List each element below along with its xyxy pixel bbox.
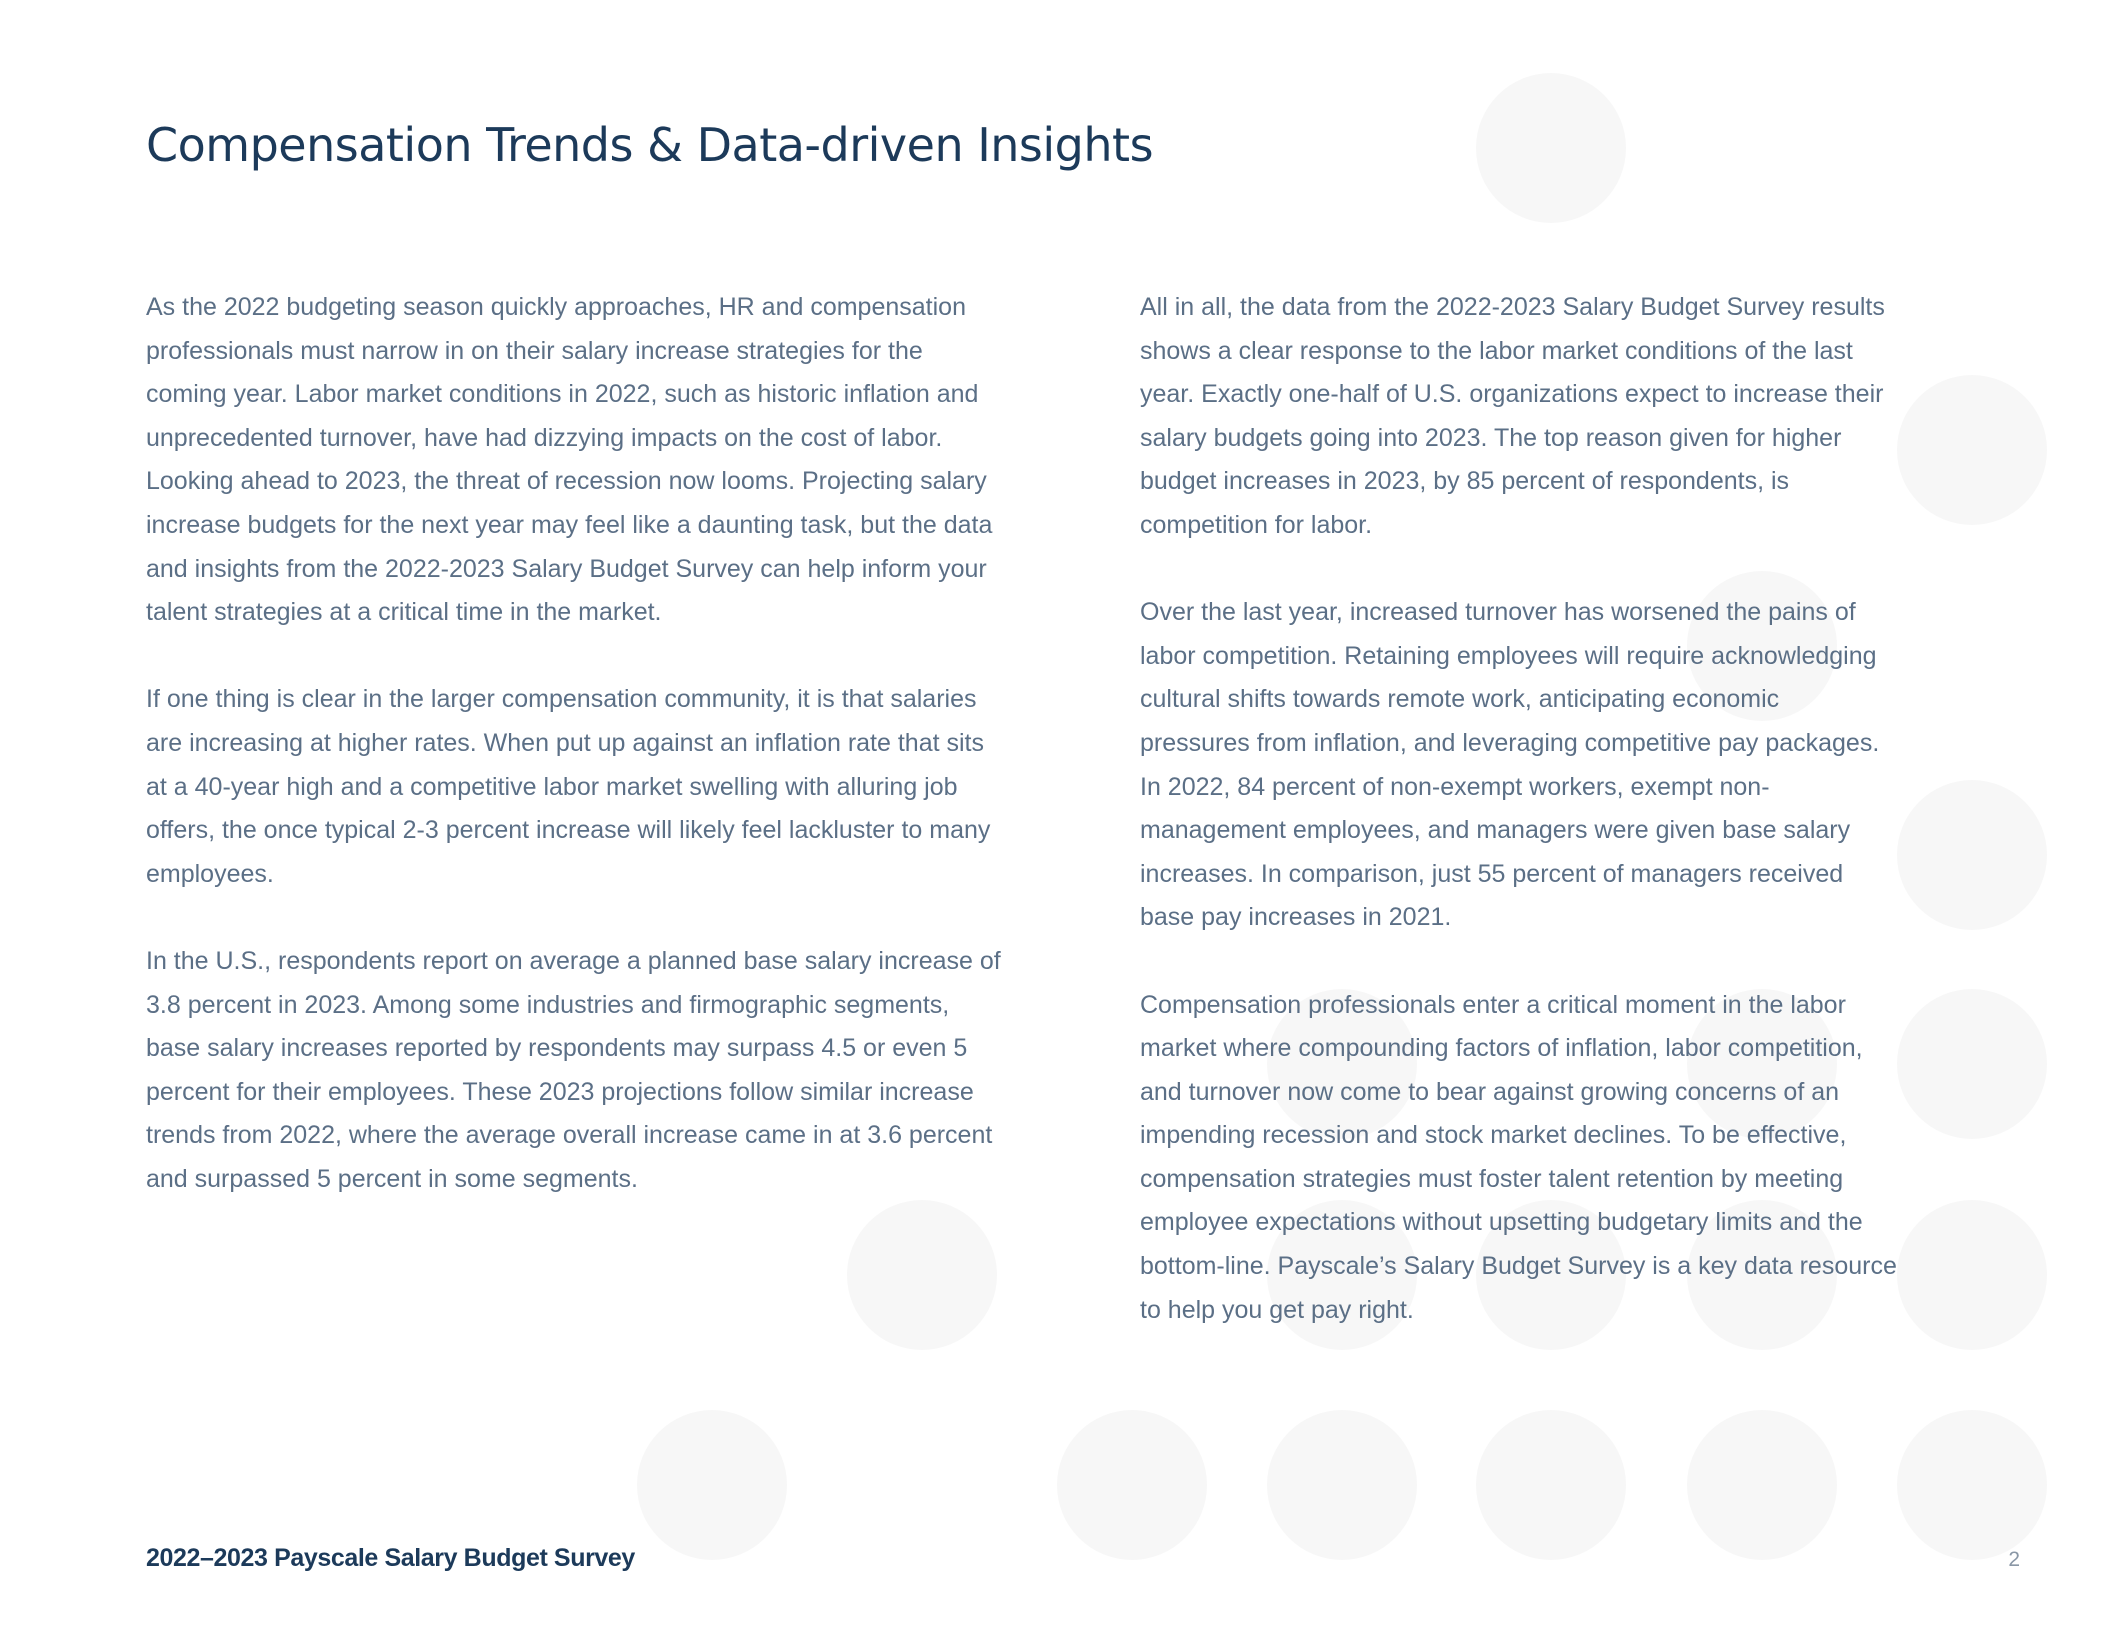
paragraph-turnover: Over the last year, increased turnover has worsened the pains of labor competition. Retaining employees will require acknowledging cultural shifts towards remote work, anticipating economic pressures from inflation, and leveraging competitive pay packages. In 2022, 84 percent of non-exempt workers, exempt non- management employees, and managers were given base salary increases. In comparison, just 55 percent of managers received base pay increases in 2021.: [1140, 598, 1880, 932]
paragraph-salaries-increasing: If one thing is clear in the larger compensation community, it is that salaries are increasing at higher rates. When put up against an inflation rate that sits at a 40-year high and a competitive labor market swelling with alluring job offers, the once typical 2-3 percent increase will likely feel lackluster to many employees.: [146, 685, 991, 888]
decor-dot: [1057, 1410, 1207, 1560]
decor-dot: [1476, 73, 1626, 223]
paragraph-budgeting-season: As the 2022 budgeting season quickly approaches, HR and compensation professionals must narrow in on their salary increase strategies for the coming year. Labor market conditions in 2022, such as historic inflation and unprecedented turnover, have had dizzying impacts on the cost of labor. Looking ahead to 2023, the threat of recession now looms. Projecting salary increase budgets for the next year may feel like a daunting task, but the data and insights from the 2022-2023 Salary Budget Survey can help inform your talent strategies at a critical time in the market.: [146, 293, 993, 627]
paragraph-survey-results: All in all, the data from the 2022-2023 Salary Budget Survey results shows a clear response to the labor market conditions of the last year. Exactly one-half of U.S. organizations expect to increase their salary budgets going into 2023. The top reason given for higher budget increases in 2023, by 85 percent of respondents, is competition for labor.: [1140, 293, 1885, 539]
left-text-column: [146, 286, 1046, 1245]
decor-dot: [1267, 1410, 1417, 1560]
decor-dot: [637, 1410, 787, 1560]
page-number: 2: [2008, 1548, 2020, 1571]
paragraph-critical-moment: Compensation professionals enter a critical moment in the labor market where compounding factors of inflation, labor competition, and turnover now come to bear against growing concerns of an impending recession and stock market declines. To be effective, compensation strategies must foster talent retention by meeting employee expectations without upsetting budgetary limits and the bottom-line. Payscale’s Salary Budget Survey is a key data resource to help you get pay right.: [1140, 990, 1897, 1324]
decor-dot: [1687, 1410, 1837, 1560]
footer-report-title: 2022–2023 Payscale Salary Budget Survey: [146, 1544, 635, 1572]
decor-dot: [1476, 1410, 1626, 1560]
right-text-column: [1140, 286, 1940, 1376]
page-title: Compensation Trends & Data-driven Insights: [146, 118, 1154, 172]
paragraph-us-respondents: In the U.S., respondents report on average a planned base salary increase of 3.8 percent in 2023. Among some industries and firmographic segments, base salary increases reported by respondents may surpass 4.5 or even 5 percent for their employees. These 2023 projections follow similar increase trends from 2022, where the average overall increase came in at 3.6 percent and surpassed 5 percent in some segments.: [146, 946, 1001, 1193]
decor-dot: [1897, 1410, 2047, 1560]
